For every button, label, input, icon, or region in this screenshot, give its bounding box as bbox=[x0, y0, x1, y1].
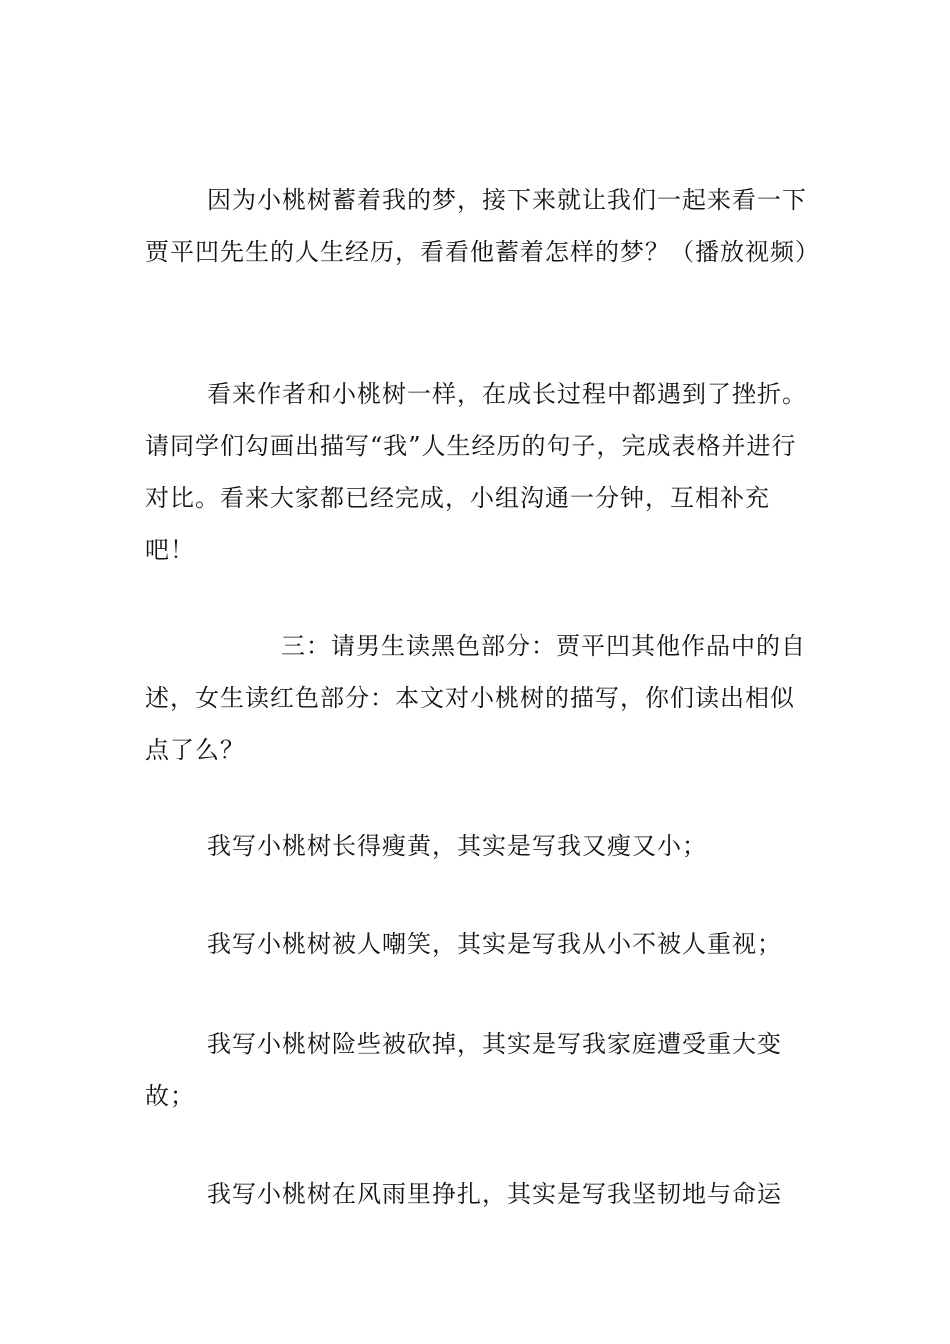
paragraph-2: 看来作者和小桃树一样，在成长过程中都遇到了挫折。请同学们勾画出描写“我”人生经历的句子，完成表格并进行对比。看来大家都已经完成，小组沟通一分钟，互相补充吧！ bbox=[145, 380, 807, 564]
paragraph-7: 我写小桃树在风雨里挣扎，其实是写我坚韧地与命运 bbox=[207, 1180, 782, 1208]
paragraph-1: 因为小桃树蓄着我的梦，接下来就让我们一起来看一下贾平凹先生的人生经历，看看他蓄着怎样的梦？（播放视频） bbox=[145, 186, 820, 266]
paragraph-5: 我写小桃树被人嘲笑，其实是写我从小不被人重视； bbox=[207, 930, 782, 958]
paragraph-6: 我写小桃树险些被砍掉，其实是写我家庭遭受重大变故； bbox=[145, 1030, 782, 1110]
paragraph-4: 我写小桃树长得瘦黄，其实是写我又瘦又小； bbox=[207, 832, 707, 860]
paragraph-3: 三：请男生读黑色部分：贾平凹其他作品中的自述，女生读红色部分：本文对小桃树的描写，你们读出相似点了么？ bbox=[145, 632, 806, 764]
